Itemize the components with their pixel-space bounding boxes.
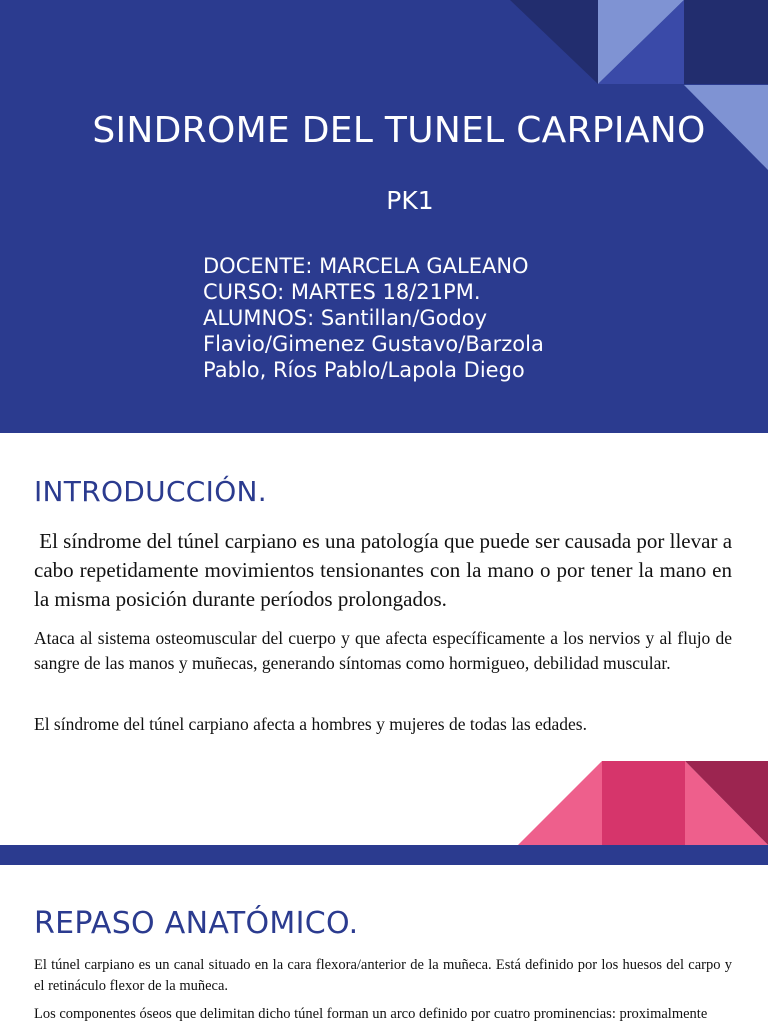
anatomy-slide [0, 865, 768, 1024]
body-paragraph: Ataca al sistema osteomuscular del cuerpo y que afecta específicamente a los nervios y al flujo de sangre de las manos y muñecas, generando síntomas como hormigueo, debilidad muscular. [34, 628, 732, 673]
title-slide [0, 0, 768, 433]
body-paragraph: El síndrome del túnel carpiano afecta a hombres y mujeres de todas las edades. [34, 714, 587, 734]
section-heading: INTRODUCCIÓN. [34, 475, 267, 508]
section-heading: REPASO ANATÓMICO. [34, 906, 359, 941]
presentation-subtitle: PK1 [386, 186, 434, 215]
slide-divider-band [0, 845, 768, 865]
info-line-students-cont: Flavio/Gimenez Gustavo/Barzola [203, 332, 544, 356]
info-line-students: ALUMNOS: Santillan/Godoy [203, 306, 488, 330]
info-line-students-cont: Pablo, Ríos Pablo/Lapola Diego [203, 358, 525, 382]
body-paragraph: El síndrome del túnel carpiano es una patología que puede ser causada por llevar a cabo repetidamente movimientos tensionantes con la mano o por tener la mano en la misma posición durante períodos prolongados. [34, 529, 738, 611]
info-line-course: CURSO: MARTES 18/21PM. [203, 280, 481, 304]
introduction-slide [0, 433, 768, 845]
corner-decoration-bottom-right [518, 761, 768, 845]
course-info [203, 253, 623, 383]
info-line-teacher: DOCENTE: MARCELA GALEANO [203, 254, 529, 278]
presentation-title: SINDROME DEL TUNEL CARPIANO [92, 110, 706, 151]
body-paragraph: El túnel carpiano es un canal situado en la cara flexora/anterior de la muñeca. Está definido por los huesos del carpo y el retináculo flexor de la muñeca. [34, 957, 732, 994]
body-paragraph: Los componentes óseos que delimitan dicho túnel forman un arco definido por cuatro prominencias: proximalmente [34, 1006, 708, 1022]
